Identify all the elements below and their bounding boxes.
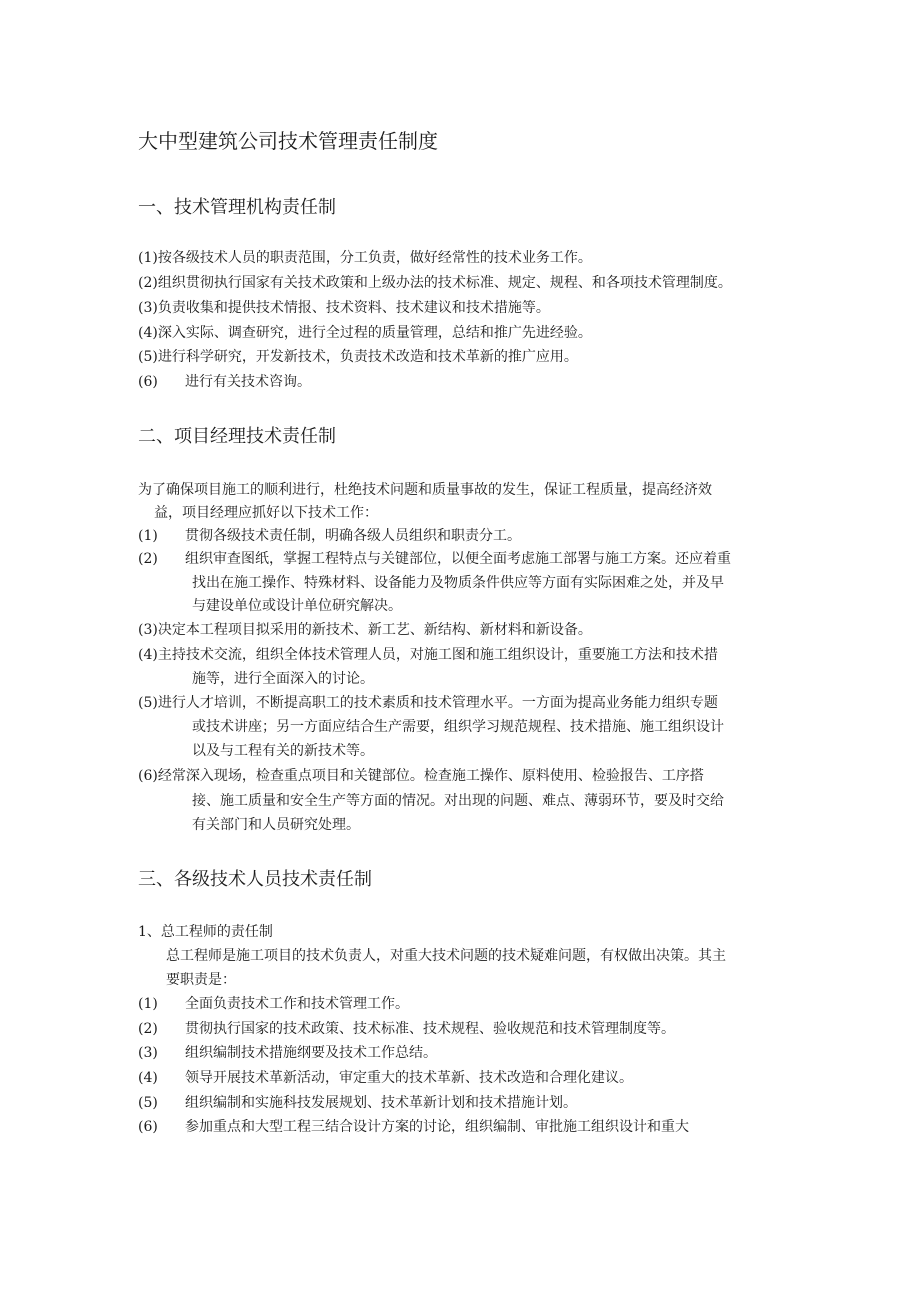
section-3-item-5-text: 组织编制和实施科技发展规划、技术革新计划和技术措施计划。 <box>185 1095 577 1111</box>
section-1-item-4: (4)深入实际、调查研究，进行全过程的质量管理，总结和推广先进经验。 <box>138 325 592 341</box>
section-1-heading: 一、技术管理机构责任制 <box>138 197 336 218</box>
section-2-heading: 二、项目经理技术责任制 <box>138 426 336 447</box>
section-2-item-2-line-3: 与建设单位或设计单位研究解决。 <box>192 598 402 614</box>
section-3-item-4-number: (4) <box>138 1070 158 1086</box>
document-title: 大中型建筑公司技术管理责任制度 <box>138 129 438 153</box>
section-2-item-3: (3)决定本工程项目拟采用的新技术、新工艺、新结构、新材料和新设备。 <box>138 622 592 638</box>
section-3-item-6-number: (6) <box>138 1119 158 1135</box>
section-1-item-5: (5)进行科学研究，开发新技术，负责技术改造和技术革新的推广应用。 <box>138 349 578 365</box>
section-1-item-3: (3)负责收集和提供技术情报、技术资料、技术建议和技术措施等。 <box>138 300 550 316</box>
section-3-sub-heading: 1、总工程师的责任制 <box>138 924 273 940</box>
section-2-item-1-number: (1) <box>138 528 158 544</box>
section-3-item-3-number: (3) <box>138 1045 158 1061</box>
section-2-intro-line-1: 为了确保项目施工的顺利进行，杜绝技术问题和质量事故的发生，保证工程质量，提高经济效 <box>138 482 712 498</box>
section-2-item-6-line-3: 有关部门和人员研究处理。 <box>192 817 360 833</box>
section-2-item-2-line-1: 组织审查图纸，掌握工程特点与关键部位，以便全面考虑施工部署与施工方案。还应着重 <box>185 551 731 567</box>
section-3-item-3-text: 组织编制技术措施纲要及技术工作总结。 <box>185 1045 437 1061</box>
section-2-item-4-line-1: (4)主持技术交流，组织全体技术管理人员，对施工图和施工组织设计，重要施工方法和技术措 <box>138 647 718 663</box>
section-2-item-6-line-1: (6)经常深入现场，检查重点项目和关键部位。检查施工操作、原料使用、检验报告、工序搭 <box>138 768 704 784</box>
section-1-item-2: (2)组织贯彻执行国家有关技术政策和上级办法的技术标准、规定、规程、和各项技术管理制度。 <box>138 275 732 291</box>
section-3-item-4-text: 领导开展技术革新活动，审定重大的技术革新、技术改造和合理化建议。 <box>185 1070 633 1086</box>
section-1-item-6-number: (6) <box>138 374 158 390</box>
section-3-item-1-text: 全面负责技术工作和技术管理工作。 <box>185 996 409 1012</box>
section-2-item-5-line-3: 以及与工程有关的新技术等。 <box>192 743 374 759</box>
section-3-item-5-number: (5) <box>138 1095 158 1111</box>
section-2-item-2-number: (2) <box>138 551 158 567</box>
section-3-intro-line-2: 要职责是： <box>166 972 236 988</box>
section-3-item-1-number: (1) <box>138 996 158 1012</box>
section-2-intro-line-2: 益，项目经理应抓好以下技术工作： <box>154 505 378 521</box>
section-2-item-6-line-2: 接、施工质量和安全生产等方面的情况。对出现的问题、难点、薄弱环节，要及时交给 <box>192 793 724 809</box>
section-2-item-5-line-2: 或技术讲座；另一方面应结合生产需要，组织学习规范规程、技术措施、施工组织设计 <box>192 719 724 735</box>
section-3-item-2-text: 贯彻执行国家的技术政策、技术标准、技术规程、验收规范和技术管理制度等。 <box>185 1021 675 1037</box>
section-3-heading: 三、各级技术人员技术责任制 <box>138 869 372 890</box>
section-2-item-5-line-1: (5)进行人才培训，不断提高职工的技术素质和技术管理水平。一方面为提高业务能力组织专题 <box>138 695 718 711</box>
section-3-intro-line-1: 总工程师是施工项目的技术负责人，对重大技术问题的技术疑难问题，有权做出决策。其主 <box>166 948 726 964</box>
section-2-item-2-line-2: 找出在施工操作、特殊材料、设备能力及物质条件供应等方面有实际困难之处，并及早 <box>192 575 724 591</box>
section-3-item-6-text: 参加重点和大型工程三结合设计方案的讨论，组织编制、审批施工组织设计和重大 <box>185 1119 689 1135</box>
section-2-item-1-text: 贯彻各级技术责任制，明确各级人员组织和职责分工。 <box>185 528 521 544</box>
section-3-item-2-number: (2) <box>138 1021 158 1037</box>
section-1-item-6-text: 进行有关技术咨询。 <box>185 374 311 390</box>
section-2-item-4-line-2: 施等，进行全面深入的讨论。 <box>192 671 374 687</box>
section-1-item-1: (1)按各级技术人员的职责范围，分工负责，做好经常性的技术业务工作。 <box>138 250 592 266</box>
